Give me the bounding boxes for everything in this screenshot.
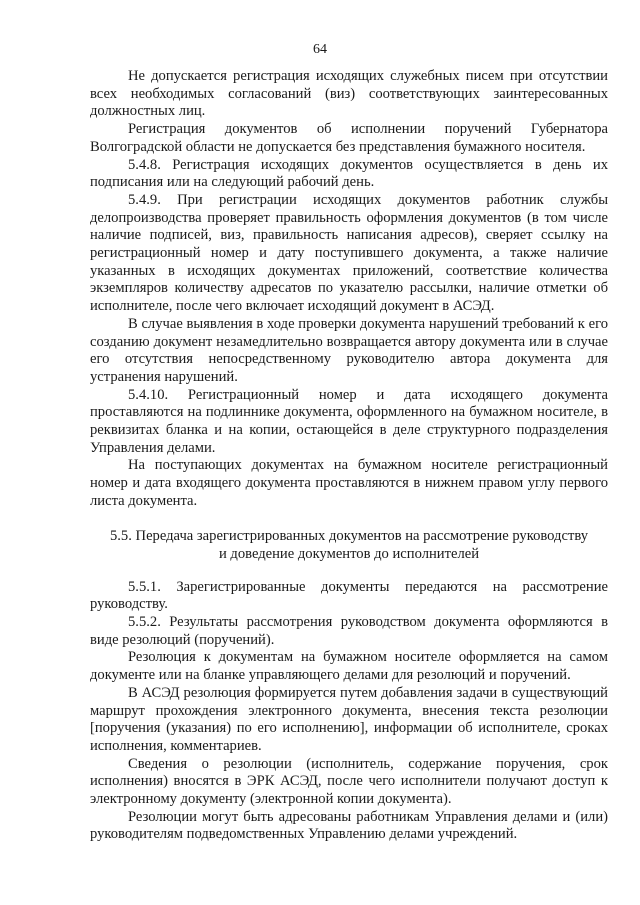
- paragraph: 5.4.10. Регистрационный номер и дата исходящего документа проставляются на подлиннике документа, оформленного на бумажном носителе, в реквизитах бланка и на копии, остающейся в деле структурного подразделения Управления делами.: [90, 386, 608, 456]
- document-body: [90, 68, 608, 844]
- paragraph: На поступающих документах на бумажном носителе регистрационный номер и дата входящего документа проставляются в нижнем правом углу первого листа документа.: [90, 457, 608, 509]
- paragraph: Резолюция к документам на бумажном носителе оформляется на самом документе или на бланке управляющего делами для резолюций и поручений.: [90, 649, 608, 684]
- page-number: 64: [313, 42, 327, 57]
- section-heading-line1: 5.5. Передача зарегистрированных документов на рассмотрение руководству: [109, 527, 589, 544]
- paragraph: Регистрация документов об исполнении поручений Губернатора Волгоградской области не допускается без представления бумажного носителя.: [90, 121, 608, 155]
- paragraph: 5.4.8. Регистрация исходящих документов осуществляется в день их подписания или на следующий рабочий день.: [90, 156, 608, 191]
- paragraph: В случае выявления в ходе проверки документа нарушений требований к его созданию документ незамедлительно возвращается автору документа или в случае его отсутствия непосредственному руководителю автора документа для устранения нарушений.: [90, 315, 608, 385]
- paragraph: 5.5.2. Результаты рассмотрения руководством документа оформляются в виде резолюций (поручений).: [90, 613, 608, 648]
- section-heading: [90, 527, 608, 563]
- paragraph: Сведения о резолюции (исполнитель, содержание поручения, срок исполнения) вносятся в ЭРК АСЭД, после чего исполнители получают доступ к электронному документу (электронной копии документа).: [90, 755, 608, 808]
- paragraph: 5.4.9. При регистрации исходящих документов работник службы делопроизводства проверяет правильность оформления документов (в том числе наличие подписей, виз, правильность написания адресов), сверяет ссылку на регистрационный номер и дату поступившего документа, а также наличие указанных в исходящих документах приложений, соответствие количества экземпляров количеству адресатов по указателю рассылки, наличие отметки об исполнителе, после чего включает исходящий документ в АСЭД.: [90, 191, 608, 315]
- paragraph: В АСЭД резолюция формируется путем добавления задачи в существующий маршрут прохождения электронного документа, внесения текста резолюции [поручения (указания) по его исполнению], информации об исполнителе, сроках исполнения, комментариев.: [90, 684, 608, 754]
- paragraph: Не допускается регистрация исходящих служебных писем при отсутствии всех необходимых согласований (виз) соответствующих заинтересованных должностных лиц.: [90, 68, 608, 120]
- section-heading-line2: и доведение документов до исполнителей: [218, 545, 480, 562]
- paragraph: 5.5.1. Зарегистрированные документы передаются на рассмотрение руководству.: [90, 578, 608, 613]
- paragraph: Резолюции могут быть адресованы работникам Управления делами и (или) руководителям подведомственных Управлению делами учреждений.: [90, 808, 608, 843]
